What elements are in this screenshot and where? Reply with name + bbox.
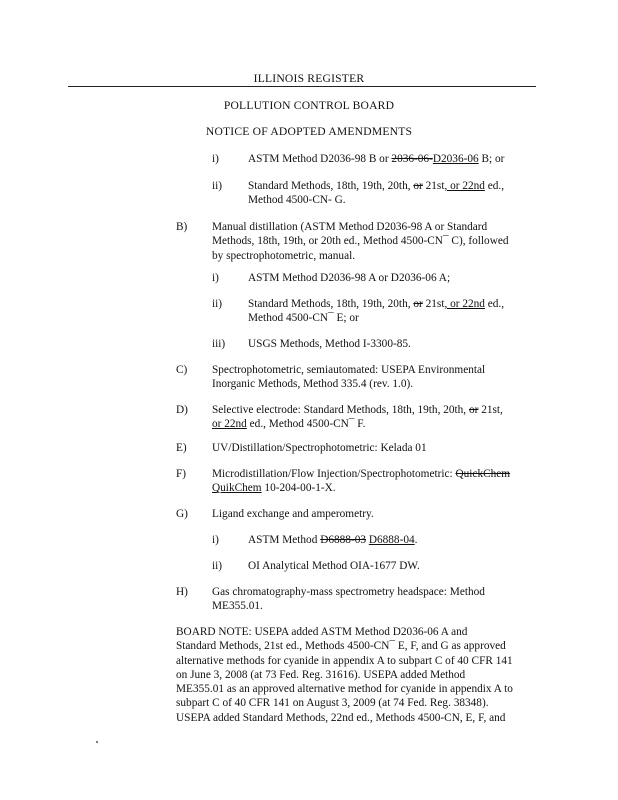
- deleted-text: or: [413, 298, 423, 310]
- inserted-text: , or 22nd: [444, 180, 485, 192]
- item-label: C): [176, 364, 188, 376]
- inserted-text: D6888-04: [368, 534, 415, 546]
- item-text: Microdistillation/Flow Injection/Spectrophotometric: QuickChem QuikChem 10-204-00-1-X.: [212, 468, 511, 495]
- item-label: ii): [212, 560, 223, 572]
- scan-speck: [96, 741, 98, 743]
- item-text: OI Analytical Method OIA-1677 DW.: [248, 560, 420, 572]
- item-text: ASTM Method D2036-98 A or D2036-06 A;: [248, 272, 451, 284]
- register-title: ILLINOIS REGISTER: [253, 72, 365, 85]
- item-text: UV/Distillation/Spectrophotometric: Kelada 01: [212, 442, 427, 454]
- item-label: F): [176, 468, 187, 480]
- deleted-text: D6888-03: [320, 534, 366, 546]
- inserted-text: QuikChem: [212, 482, 262, 495]
- item-text: ASTM Method D2036-98 B or 2036-06-D2036-06 B; or: [248, 153, 505, 165]
- deleted-text: 2036-06-: [391, 153, 433, 165]
- item-label: E): [176, 442, 187, 454]
- item-label: G): [176, 508, 188, 520]
- notice-title: NOTICE OF ADOPTED AMENDMENTS: [205, 125, 413, 138]
- item-label: ii): [212, 298, 223, 310]
- item-text: Gas chromatography-mass spectrometry headspace: Method ME355.01.: [212, 586, 485, 613]
- deleted-text: or: [413, 180, 423, 192]
- deleted-text: QuickChem: [455, 468, 511, 480]
- item-label: iii): [212, 338, 226, 350]
- item-label: i): [212, 534, 219, 546]
- item-text: Ligand exchange and amperometry.: [212, 508, 374, 520]
- inserted-text: , or 22nd: [444, 298, 485, 310]
- item-label: B): [176, 221, 188, 233]
- board-note: BOARD NOTE: USEPA added ASTM Method D2036-06 A and Standard Methods, 21st ed., Methods 4500-CN¯ E, F, and G as approved alternative methods for cyanide in appendix A to subpart C of 40 CFR 141 on June 3, 2008 (at 73 Fed. Reg. 31616). USEPA added Method ME355.01 as an approved alternative method for cyanide in appendix A to subpart C of 40 CFR 141 on August 3, 2009 (at 74 Fed. Reg. 38348). USEPA added Standard Methods, 22nd ed., Methods 4500-CN, E, F, and: [176, 626, 513, 724]
- board-title: POLLUTION CONTROL BOARD: [223, 99, 395, 112]
- item-text: Spectrophotometric, semiautomated: USEPA Environmental Inorganic Methods, Method 335.4 (rev. 1.0).: [212, 364, 486, 391]
- item-label: i): [212, 153, 219, 165]
- item-label: i): [212, 272, 219, 284]
- item-text: Standard Methods, 18th, 19th, 20th, or 21st, or 22nd ed., Method 4500-CN- G.: [248, 180, 505, 207]
- item-text: ASTM Method D6888-03 D6888-04.: [248, 534, 418, 546]
- item-text: USGS Methods, Method I-3300-85.: [248, 338, 411, 350]
- inserted-text: D2036-06: [432, 153, 479, 165]
- deleted-text: or: [468, 404, 479, 416]
- item-text: Manual distillation (ASTM Method D2036-98 A or Standard Methods, 18th, 19th, or 20th ed., Method 4500-CN¯ C), followed by spectrophotometric, manual.: [212, 221, 509, 262]
- item-label: H): [176, 586, 188, 598]
- item-text: Selective electrode: Standard Methods, 18th, 19th, 20th, or 21st, or 22nd ed., Method 4500-CN¯ F.: [212, 404, 503, 431]
- item-label: D): [176, 404, 188, 416]
- inserted-text: or 22nd: [212, 418, 247, 431]
- item-text: Standard Methods, 18th, 19th, 20th, or 21st, or 22nd ed., Method 4500-CN¯ E; or: [248, 298, 505, 325]
- item-label: ii): [212, 180, 223, 192]
